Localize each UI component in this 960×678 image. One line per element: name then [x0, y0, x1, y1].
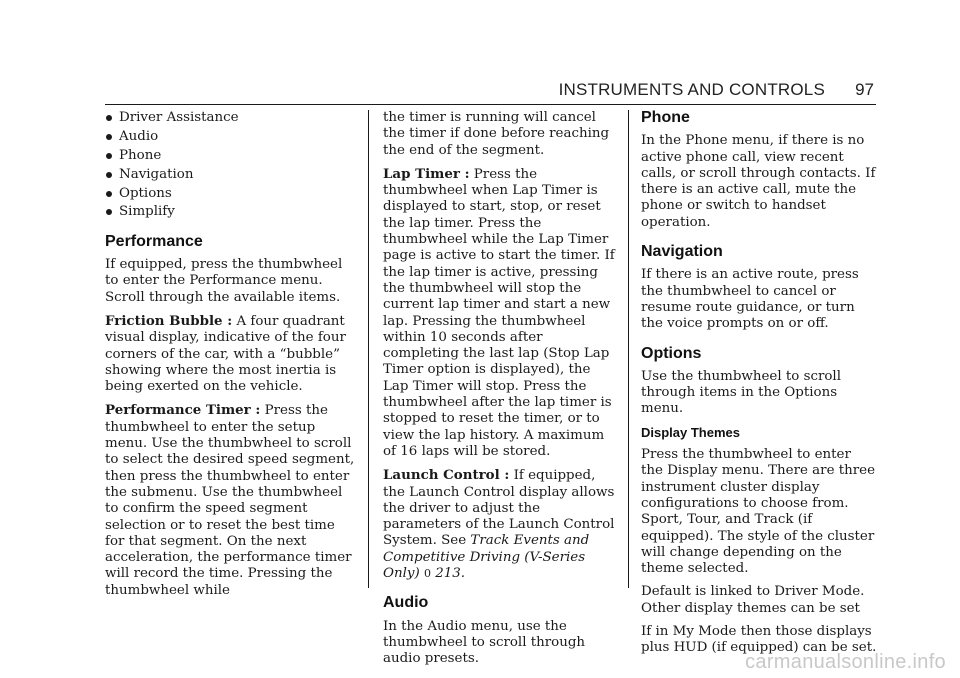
- column-divider: [368, 110, 369, 588]
- performance-timer-paragraph: [105, 402, 355, 599]
- column-3: [641, 110, 877, 664]
- phone-text: In the Phone menu, if there is no active phone call, view recent calls, or scroll through contacts. If there is an active call, mute the phone or switch to handset operation.: [641, 133, 876, 230]
- running-head: INSTRUMENTS AND CONTROLS: [558, 80, 825, 99]
- launch-control-text: If equipped, the Launch Control display allows the driver to adjust the parameters of the Launch Control System. See: [383, 468, 615, 549]
- launch-control-paragraph: [383, 467, 619, 582]
- performance-intro: If equipped, press the thumbwheel to enter the Performance menu. Scroll through the available items.: [105, 257, 343, 305]
- performance-heading: Performance: [105, 232, 203, 250]
- friction-bubble-term: Friction Bubble :: [105, 312, 233, 329]
- navigation-text: If there is an active route, press the thumbwheel to cancel or resume route guidance, or turn the voice prompts on or off.: [641, 267, 859, 332]
- launch-control-term: Launch Control :: [383, 467, 510, 484]
- list-item: Simplify: [105, 204, 355, 220]
- options-heading: Options: [641, 344, 702, 362]
- list-item: Options: [105, 186, 355, 202]
- lap-timer-text: Press the thumbwheel when Lap Timer is displayed to start, stop, or reset the lap timer. Press the thumbwheel while the Lap Timer page is active to start the timer. If the lap timer is active, pressing the thumbwheel will stop the current lap timer and start a new lap. Pressing the thumbwheel within 10 seconds after completing the last lap (Stop Lap Timer option is displayed), the Lap Timer will stop. Press the thumbwheel after the lap timer is stopped to reset the timer, or to view the lap history. A maximum of 16 laps will be stored.: [383, 166, 615, 459]
- header-rule: [105, 104, 876, 105]
- performance-timer-term: Performance Timer :: [105, 402, 261, 419]
- column-1: [105, 110, 355, 606]
- navigation-heading: Navigation: [641, 243, 723, 261]
- performance-timer-text: Press the thumbwheel to enter the setup menu. Use the thumbwheel to scroll to select the desired speed segment, then press the thumbwheel to enter the submenu. Use the thumbwheel to confirm the speed segment selection or to reset the best time for that segment. On the next acceleration, the performance timer will record the time. Pressing the thumbwheel while: [105, 403, 355, 598]
- lap-timer-paragraph: [383, 166, 619, 460]
- friction-bubble-paragraph: [105, 313, 355, 395]
- lap-timer-term: Lap Timer :: [383, 165, 470, 182]
- default-text: Default is linked to Driver Mode. Other display themes can be set: [641, 584, 865, 616]
- page-number: 97: [855, 80, 874, 99]
- display-themes-text: Press the thumbwheel to enter the Display menu. There are three instrument cluster display configurations to choose from. Sport, Tour, and Track (if equipped). The style of the cluster will change depending on the theme selected.: [641, 447, 876, 577]
- list-item: Audio: [105, 129, 355, 145]
- column-2: [383, 110, 619, 675]
- page-ref-arrow-icon: 0: [423, 567, 431, 581]
- page-ref-period: .: [460, 566, 466, 582]
- performance-timer-continued: the timer is running will cancel the timer if done before reaching the end of the segment.: [383, 110, 610, 158]
- column-divider: [628, 110, 629, 588]
- phone-heading: Phone: [641, 109, 690, 126]
- menu-bullet-list: [105, 110, 355, 221]
- track-events-link[interactable]: Track Events and Competitive Driving (V-Series Only): [383, 533, 590, 582]
- watermark: carmanualsonline.info: [745, 651, 946, 673]
- my-mode-text: If in My Mode then those displays plus HUD (if equipped) can be set.: [641, 624, 877, 656]
- page-ref-number[interactable]: 213: [435, 566, 461, 582]
- audio-text: In the Audio menu, use the thumbwheel to scroll through audio presets.: [383, 618, 586, 667]
- audio-heading: Audio: [383, 594, 429, 612]
- list-item: Driver Assistance: [105, 110, 355, 126]
- list-item: Phone: [105, 148, 355, 164]
- list-item: Navigation: [105, 167, 355, 183]
- page-header: [0, 80, 960, 110]
- options-text: Use the thumbwheel to scroll through items in the Options menu.: [641, 368, 841, 417]
- display-themes-heading: Display Themes: [641, 424, 740, 440]
- friction-bubble-text: A four quadrant visual display, indicative of the four corners of the car, with a “bubble” showing where the most inertia is being exerted on the vehicle.: [105, 313, 346, 395]
